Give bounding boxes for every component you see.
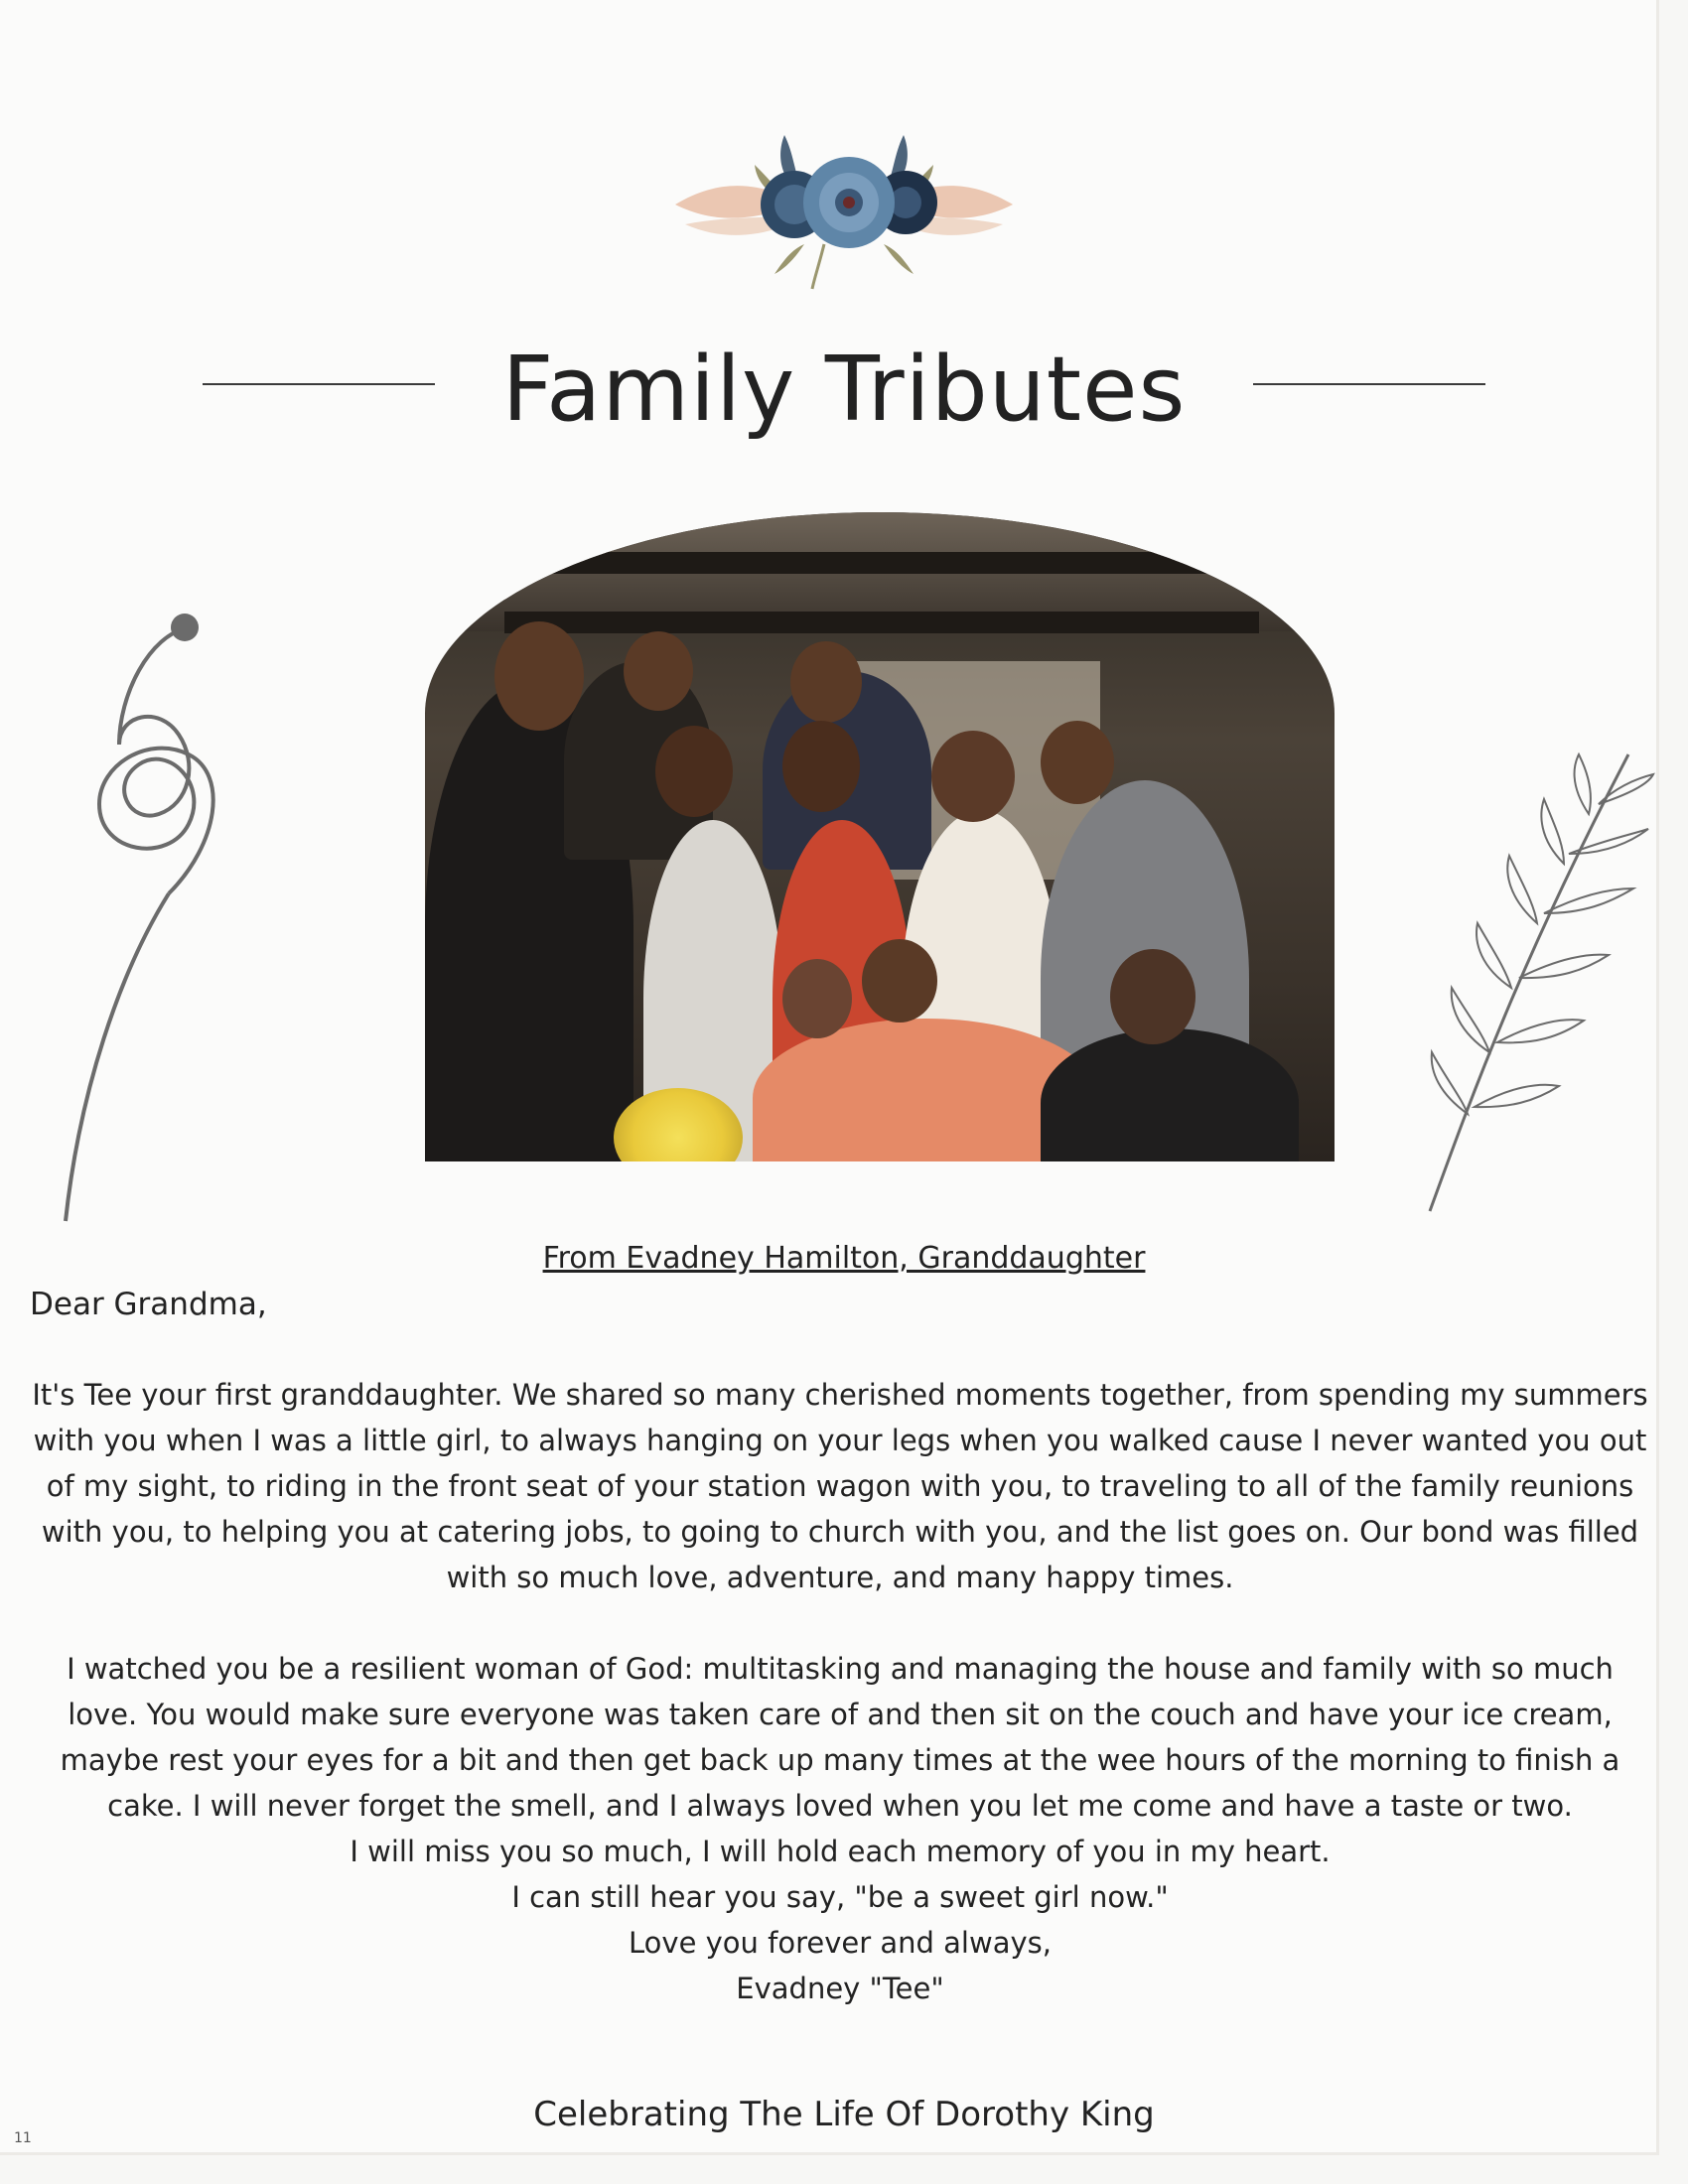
- photo-face: [782, 721, 860, 812]
- letter-salutation: Dear Grandma,: [30, 1287, 267, 1322]
- photo-face: [494, 621, 584, 731]
- letter-closing-line: Love you forever and always,: [629, 1926, 1052, 1960]
- letter-signature: Evadney "Tee": [736, 1972, 944, 2005]
- photo-face: [624, 631, 693, 711]
- page-footer: Celebrating The Life Of Dorothy King: [533, 2095, 1155, 2134]
- photo-face: [782, 959, 852, 1038]
- line-art-leaf-icon: [1400, 745, 1658, 1221]
- title-divider-left: [203, 383, 435, 385]
- photo-person: [1041, 1028, 1299, 1161]
- photo-face: [655, 726, 733, 817]
- page-number: 11: [14, 2130, 32, 2146]
- letter-paragraph: It's Tee your first granddaughter. We shared so many cherished moments together, from spending my summers with you when I was a little girl, to always hanging on your legs when you walked cause I never wanted you out of my sight, to riding in the front seat of your station wagon with you, to traveling to all of the family reunions with you, to helping you at catering jobs, to going to church with you, and the list goes on. Our bond was filled with so much love, adventure, and many happy times.: [32, 1378, 1648, 1594]
- title-row: [0, 338, 1688, 477]
- photo-beam: [504, 612, 1259, 633]
- photo-face: [1110, 949, 1196, 1044]
- letter-body: [28, 1372, 1652, 2011]
- photo-beam: [485, 552, 1279, 574]
- family-photo: [425, 512, 1335, 1161]
- letter-paragraph: I watched you be a resilient woman of God: multitasking and managing the house and family with so much love. You would make sure everyone was taken care of and then sit on the couch and have your ice cream, maybe rest your eyes for a bit and then get back up many times at the wee hours of the morning to finish a cake. I will never forget the smell, and I always loved when you let me come and have a taste or two.: [60, 1652, 1620, 1823]
- photo-face: [931, 731, 1015, 822]
- line-art-flower-icon: [60, 596, 258, 1231]
- paragraph-spacer: [28, 1600, 1652, 1646]
- photo-face: [790, 641, 862, 723]
- floral-ornament-icon: [635, 95, 1053, 294]
- title-divider-right: [1253, 383, 1485, 385]
- photo-face: [862, 939, 937, 1023]
- letter-closing-line: I can still hear you say, "be a sweet girl now.": [511, 1880, 1169, 1914]
- photo-face: [1041, 721, 1114, 804]
- tribute-byline: From Evadney Hamilton, Granddaughter: [542, 1241, 1146, 1276]
- letter-closing-line: I will miss you so much, I will hold each memory of you in my heart.: [350, 1835, 1331, 1868]
- page-title: Family Tributes: [501, 338, 1187, 442]
